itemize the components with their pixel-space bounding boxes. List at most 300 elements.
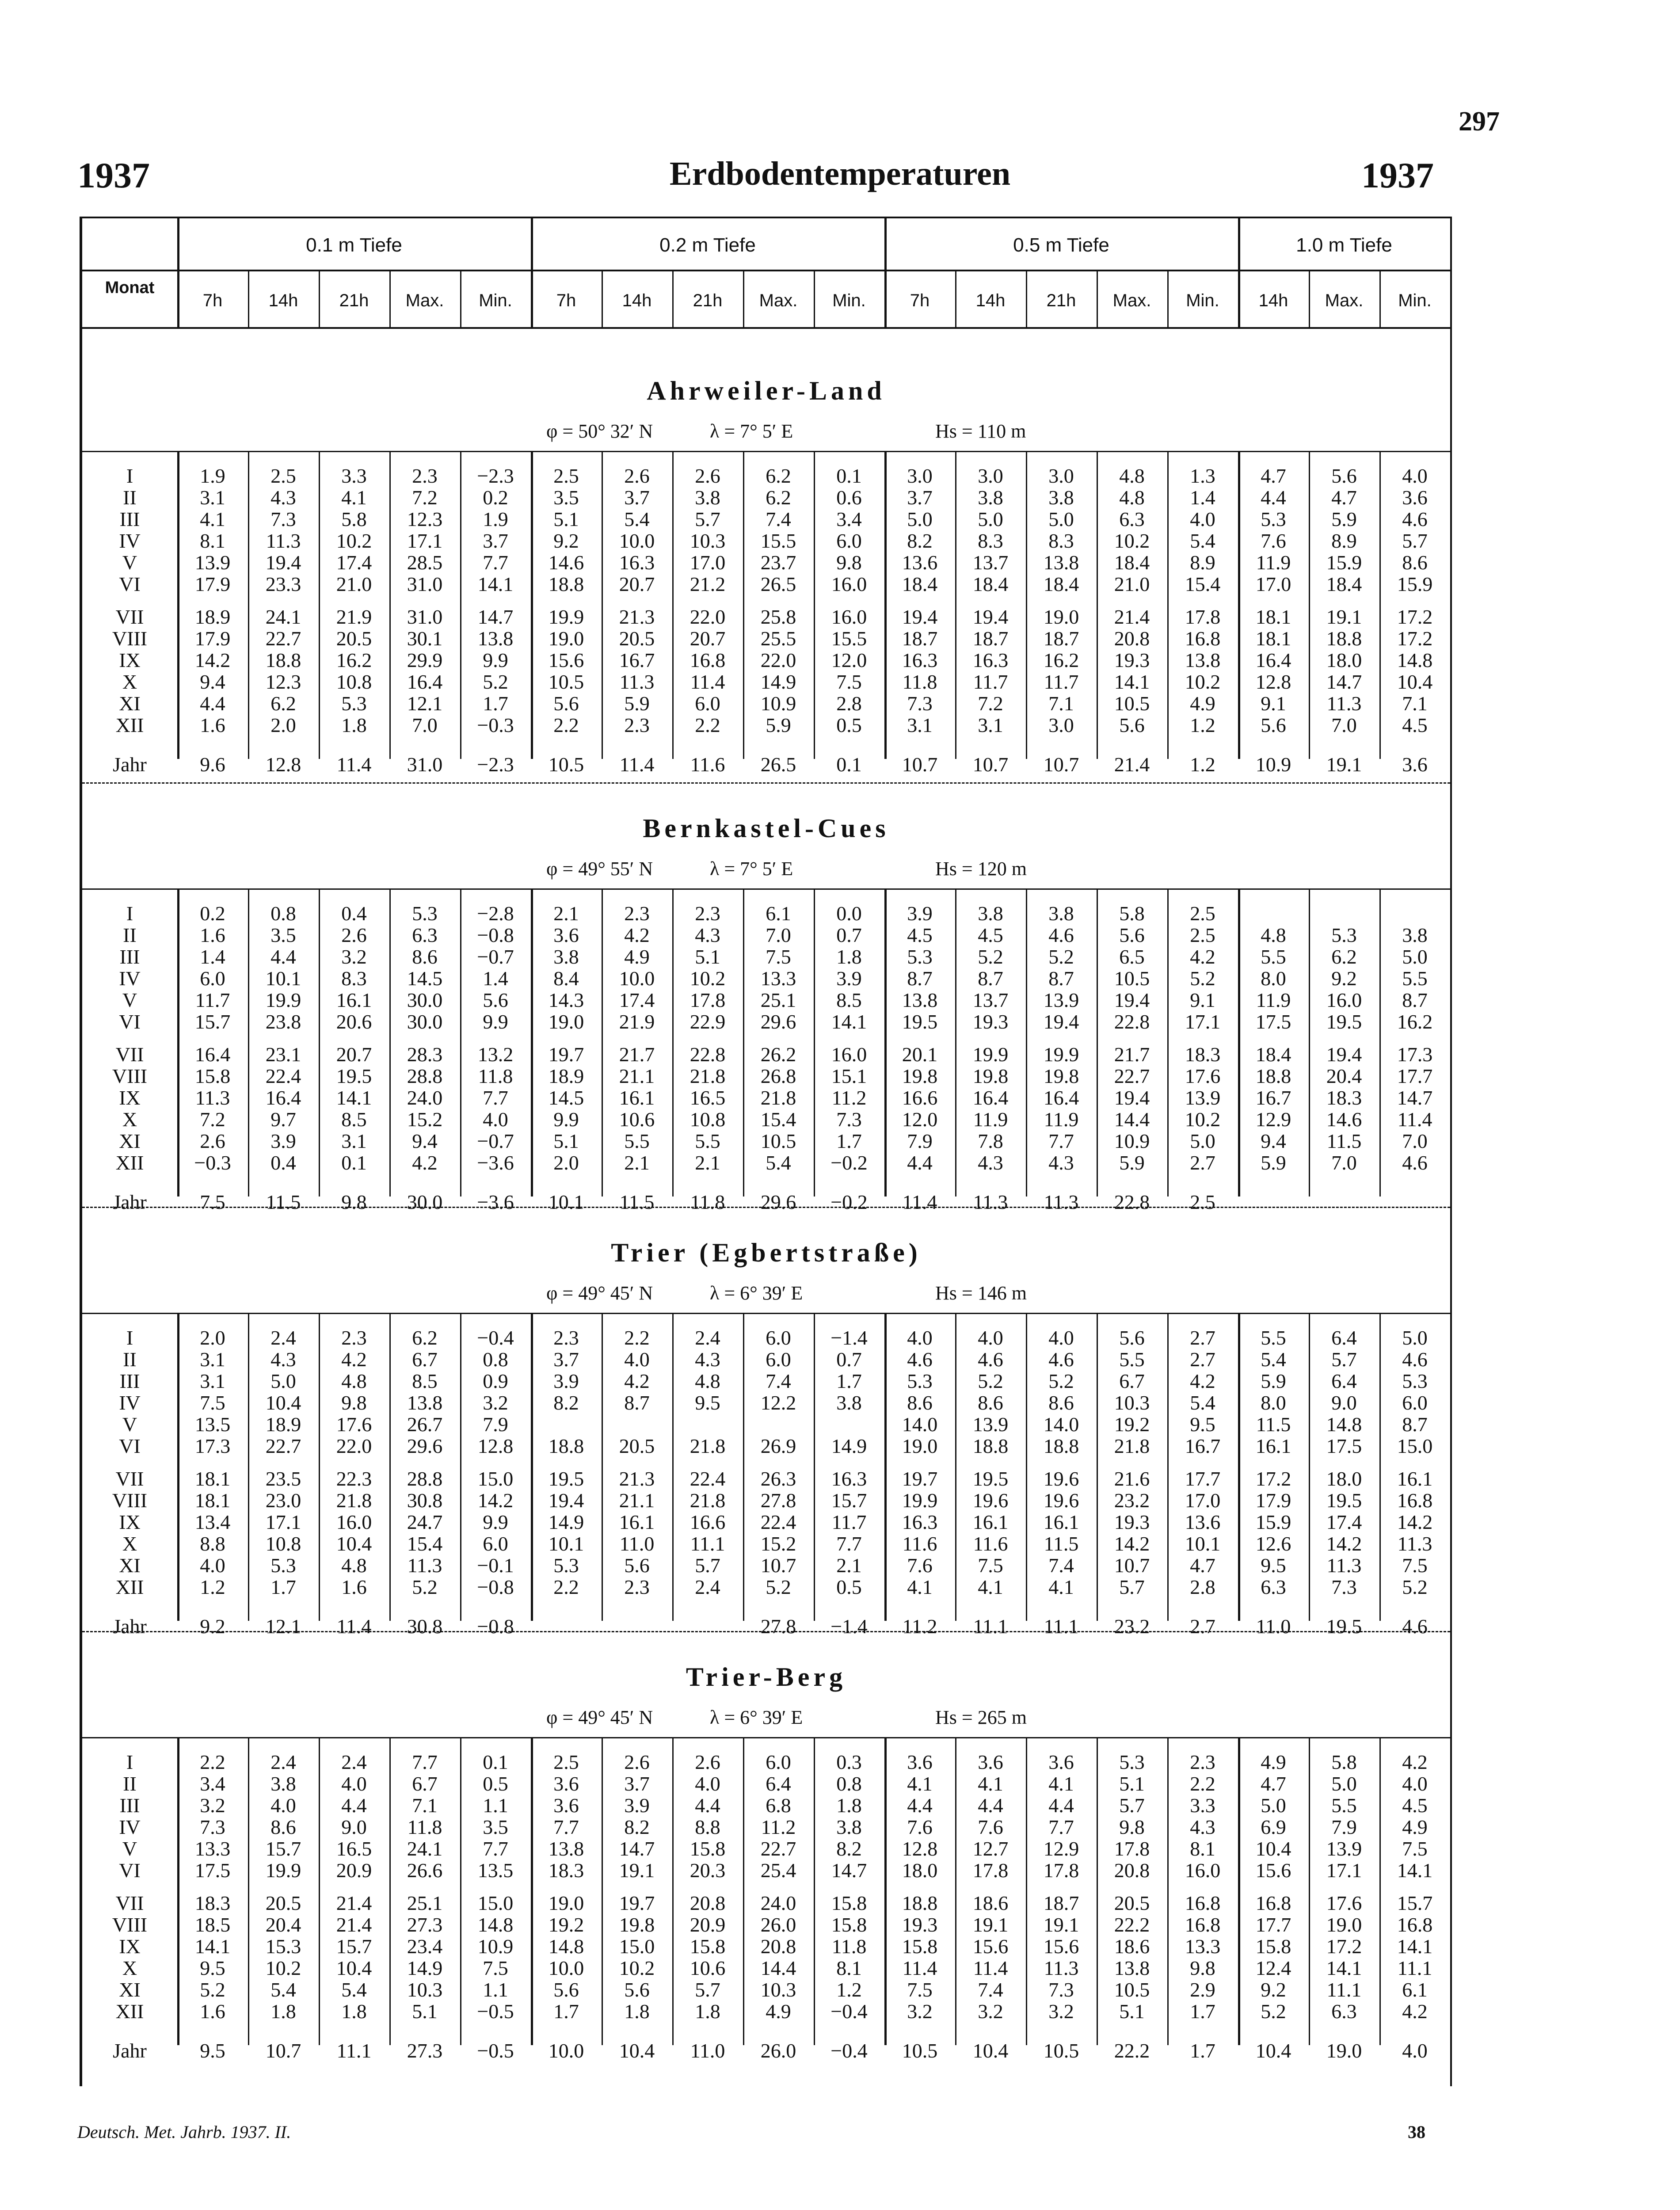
temperature-value: 3.5 [553,486,579,509]
temperature-value: 20.7 [619,573,655,595]
temperature-value: 7.4 [1048,1554,1074,1577]
temperature-value: 1.7 [1190,2000,1215,2023]
temperature-value: 14.9 [548,1511,584,1533]
temperature-value: 4.5 [1402,1794,1428,1817]
temperature-value: 18.1 [1255,627,1291,650]
temperature-value: 5.3 [1261,508,1286,530]
temperature-value: 5.0 [270,1370,296,1392]
temperature-value: 16.8 [1185,1892,1221,1914]
temperature-value: 3.0 [1048,714,1074,736]
temperature-value: 11.8 [407,1816,442,1838]
temperature-value: 5.4 [1190,530,1215,552]
temperature-value: −0.8 [477,924,514,946]
temperature-value: 5.2 [1048,1370,1074,1392]
temperature-value: 8.6 [412,945,438,968]
temperature-value: 16.3 [902,649,938,671]
temperature-value: 28.3 [407,1043,443,1066]
temperature-value: 4.0 [978,1326,1003,1349]
station-name: Trier (Egbertstraße) [611,1238,922,1267]
temperature-value: 4.3 [270,486,296,509]
temperature-value: 14.2 [1397,1511,1433,1533]
temperature-value: 10.4 [1397,671,1433,693]
temperature-value: 19.0 [902,1435,938,1457]
temperature-value: 30.0 [407,1010,443,1033]
temperature-value: 5.2 [978,945,1003,968]
month-label: V [122,1413,137,1436]
temperature-value: 5.5 [1331,1794,1357,1817]
temperature-value: 4.2 [412,1151,438,1174]
temperature-value: 18.0 [1326,649,1362,671]
temperature-value: 4.1 [1048,1772,1074,1795]
temperature-value: 17.9 [194,627,231,650]
temperature-value: 20.8 [1114,1859,1150,1882]
temperature-value: 19.5 [336,1065,372,1087]
temperature-value: 14.1 [1114,671,1150,693]
temperature-value: 10.0 [548,1957,584,1979]
temperature-value: 5.1 [412,2000,438,2023]
temperature-value: 6.2 [766,465,791,487]
temperature-value: 6.7 [412,1348,438,1371]
subcol-12: 21h [1046,291,1076,310]
temperature-value: 15.6 [1255,1859,1291,1882]
temperature-value: 18.1 [1255,606,1291,628]
temperature-value: 5.8 [1331,1751,1357,1773]
temperature-value: 0.5 [836,1576,862,1598]
month-label: IX [119,649,141,671]
temperature-value: 2.3 [695,902,720,925]
temperature-value: 18.8 [265,649,301,671]
temperature-value: 0.3 [836,1751,862,1773]
temperature-value: 11.3 [407,1554,442,1577]
temperature-value: 12.4 [1255,1957,1291,1979]
temperature-value: 6.2 [412,1326,438,1349]
temperature-value: 18.8 [1043,1435,1079,1457]
temperature-value: 15.8 [194,1065,231,1087]
temperature-value: 4.7 [1190,1554,1215,1577]
temperature-value: −0.8 [477,1576,514,1598]
station-grid [82,888,1450,890]
temperature-value: 8.8 [200,1532,225,1555]
temperature-value: 17.8 [1043,1859,1079,1882]
temperature-value: 8.3 [978,530,1003,552]
temperature-value: 16.0 [831,573,867,595]
temperature-value: 4.1 [341,486,367,509]
temperature-value: 14.0 [1043,1413,1079,1436]
temperature-value: 4.2 [1402,2000,1428,2023]
temperature-value: 18.3 [1326,1086,1362,1109]
year-value: 10.7 [265,2039,301,2062]
subcol-5: 7h [556,291,576,310]
temperature-value: 4.0 [270,1794,296,1817]
temperature-value: 5.2 [766,1576,791,1598]
year-value: 26.0 [760,2039,796,2062]
temperature-value: 21.6 [1114,1467,1150,1490]
temperature-value: 15.4 [1185,573,1221,595]
temperature-value: 6.0 [695,692,720,715]
temperature-value: 7.3 [1048,1978,1074,2001]
temperature-value: 5.5 [1261,1326,1286,1349]
temperature-value: 2.3 [553,1326,579,1349]
temperature-value: 7.3 [270,508,296,530]
temperature-value: 2.6 [200,1130,225,1152]
temperature-value: 4.0 [1402,465,1428,487]
temperature-value: 19.0 [1043,606,1079,628]
temperature-value: 7.2 [200,1108,225,1131]
temperature-value: 5.6 [624,1978,650,2001]
year-value: 11.4 [336,1615,372,1638]
header-rule-2 [82,327,1450,329]
temperature-value: 5.8 [341,508,367,530]
temperature-value: 5.2 [483,671,508,693]
temperature-value: 9.5 [1261,1554,1286,1577]
temperature-value: 10.5 [760,1130,796,1152]
temperature-value: 7.0 [1402,1130,1428,1152]
temperature-value: 14.3 [548,989,584,1011]
temperature-value: 1.4 [483,967,508,990]
temperature-value: 2.3 [1190,1751,1215,1773]
temperature-value: 8.5 [412,1370,438,1392]
temperature-value: 5.9 [1331,508,1357,530]
temperature-value: 9.8 [836,551,862,574]
temperature-value: 15.6 [972,1935,1009,1958]
temperature-value: 14.1 [194,1935,231,1958]
temperature-value: 15.7 [265,1837,301,1860]
temperature-value: 9.5 [1190,1413,1215,1436]
temperature-value: 7.5 [483,1957,508,1979]
temperature-value: 30.0 [407,989,443,1011]
temperature-value: 19.5 [902,1010,938,1033]
temperature-value: 9.0 [1331,1391,1357,1414]
temperature-value: 15.8 [690,1935,726,1958]
temperature-value: 18.4 [902,573,938,595]
month-label: IX [119,1086,141,1109]
temperature-value: 5.6 [1119,714,1145,736]
year-value: 10.0 [548,2039,584,2062]
subcol-8: Max. [759,291,798,310]
temperature-value: 2.5 [270,465,296,487]
temperature-value: 11.3 [619,671,655,693]
temperature-value: 7.9 [1331,1816,1357,1838]
temperature-value: 6.7 [1119,1370,1145,1392]
month-label: III [119,508,140,530]
year-value: 11.2 [902,1615,937,1638]
temperature-value: 16.7 [1255,1086,1291,1109]
temperature-value: 28.8 [407,1467,443,1490]
station-longitude: λ = 7° 5′ E [710,420,793,442]
temperature-value: 4.6 [978,1348,1003,1371]
temperature-value: 15.7 [336,1935,372,1958]
temperature-value: 4.1 [907,1772,933,1795]
temperature-value: −0.7 [477,1130,514,1152]
temperature-value: 26.0 [760,1913,796,1936]
temperature-value: 19.3 [972,1010,1009,1033]
year-value: 22.2 [1114,2039,1150,2062]
temperature-value: 7.3 [907,692,933,715]
temperature-value: 17.5 [194,1859,231,1882]
temperature-value: 10.2 [690,967,726,990]
month-label: XII [115,2000,144,2023]
subcol-14: Min. [1186,291,1219,310]
temperature-value: 19.3 [1114,1511,1150,1533]
temperature-value: 8.6 [1048,1391,1074,1414]
temperature-value: 1.9 [483,508,508,530]
temperature-value: 11.7 [831,1511,867,1533]
temperature-value: 17.7 [1255,1913,1291,1936]
temperature-value: 7.7 [836,1532,862,1555]
temperature-value: 1.6 [200,714,225,736]
temperature-value: 1.1 [483,1978,508,2001]
temperature-value: 4.1 [907,1576,933,1598]
temperature-value: 16.0 [1185,1859,1221,1882]
temperature-value: 4.4 [978,1794,1003,1817]
temperature-value: 12.0 [902,1108,938,1131]
temperature-value: 19.4 [972,606,1009,628]
temperature-value: 21.2 [690,573,726,595]
temperature-value: 15.7 [194,1010,231,1033]
temperature-value: 10.3 [690,530,726,552]
temperature-value: 5.1 [1119,1772,1145,1795]
temperature-value: 5.0 [1261,1794,1286,1817]
temperature-value: 5.4 [624,508,650,530]
year-value: 7.5 [200,1191,225,1213]
temperature-value: 3.1 [907,714,933,736]
temperature-value: 16.1 [1397,1467,1433,1490]
temperature-value: 0.1 [836,465,862,487]
station-latitude: φ = 49° 45′ N [546,1707,653,1728]
temperature-value: 1.7 [836,1130,862,1152]
temperature-value: 18.4 [972,573,1009,595]
temperature-value: 3.6 [553,1772,579,1795]
temperature-value: 2.2 [553,714,579,736]
temperature-value: 17.0 [690,551,726,574]
temperature-value: 21.9 [336,606,372,628]
temperature-value: 19.1 [619,1859,655,1882]
temperature-value: 14.5 [407,967,443,990]
temperature-value: 4.4 [907,1794,933,1817]
temperature-value: 2.6 [624,465,650,487]
temperature-value: 6.3 [1331,2000,1357,2023]
temperature-value: 30.1 [407,627,443,650]
temperature-value: 21.0 [1114,573,1150,595]
year-value: 2.5 [1190,1191,1215,1213]
subcol-9: Min. [832,291,866,310]
temperature-value: 5.6 [553,1978,579,2001]
temperature-value: 15.6 [1043,1935,1079,1958]
temperature-value: 3.8 [978,486,1003,509]
temperature-value: 5.2 [200,1978,225,2001]
temperature-value: 10.8 [690,1108,726,1131]
month-label: IV [119,1816,141,1838]
temperature-value: 14.2 [194,649,231,671]
temperature-value: 5.9 [1119,1151,1145,1174]
depth-group-1: 0.2 m Tiefe [659,234,756,256]
temperature-value: 0.0 [836,902,862,925]
subcol-0: 7h [202,291,223,310]
temperature-value: 19.7 [619,1892,655,1914]
temperature-value: 5.8 [1119,902,1145,925]
temperature-value: 3.8 [553,945,579,968]
station-latitude: φ = 49° 45′ N [546,1282,653,1304]
temperature-value: 19.6 [972,1489,1009,1512]
temperature-value: 15.5 [760,530,796,552]
year-value: −1.4 [830,1615,868,1638]
temperature-value: 11.4 [690,671,725,693]
temperature-value: 8.3 [341,967,367,990]
temperature-value: 2.4 [270,1326,296,1349]
year-value: 10.5 [902,2039,938,2062]
temperature-value: 14.4 [760,1957,796,1979]
temperature-value: 18.3 [548,1859,584,1882]
station-longitude: λ = 6° 39′ E [710,1282,803,1304]
temperature-value: 0.1 [483,1751,508,1773]
temperature-value: 0.7 [836,1348,862,1371]
year-value: 4.0 [1402,2039,1428,2062]
temperature-value: 28.8 [407,1065,443,1087]
temperature-value: 25.5 [760,627,796,650]
temperature-value: 19.8 [972,1065,1009,1087]
temperature-value: 4.3 [1190,1816,1215,1838]
year-value: 9.5 [200,2039,225,2062]
temperature-value: 3.7 [624,486,650,509]
temperature-value: 26.2 [760,1043,796,1066]
temperature-value: 5.9 [1261,1151,1286,1174]
month-label: XI [119,1130,141,1152]
temperature-value: 21.0 [336,573,372,595]
temperature-value: 11.7 [195,989,230,1011]
temperature-value: 11.8 [902,671,937,693]
temperature-value: 17.4 [1326,1511,1362,1533]
temperature-value: 5.6 [1261,714,1286,736]
temperature-value: 16.0 [831,1043,867,1066]
temperature-value: 5.1 [553,1130,579,1152]
temperature-value: 23.1 [265,1043,301,1066]
station-block-0 [82,349,1450,774]
temperature-value: 4.6 [907,1348,933,1371]
temperature-value: 4.6 [1048,924,1074,946]
month-label: IV [119,1391,141,1414]
temperature-value: 16.1 [1255,1435,1291,1457]
temperature-value: 16.8 [1185,627,1221,650]
temperature-value: 9.2 [553,530,579,552]
temperature-value: 18.8 [548,573,584,595]
year-value: 10.9 [1255,753,1291,776]
temperature-value: 6.5 [1119,945,1145,968]
temperature-value: 2.1 [836,1554,862,1577]
temperature-value: 10.4 [265,1391,301,1414]
temperature-value: 14.8 [477,1913,514,1936]
temperature-value: 17.0 [1185,1489,1221,1512]
temperature-value: 3.9 [624,1794,650,1817]
temperature-value: 17.6 [1185,1065,1221,1087]
temperature-value: 16.3 [831,1467,867,1490]
temperature-value: 4.5 [907,924,933,946]
temperature-value: 4.8 [695,1370,720,1392]
temperature-value: 2.2 [624,1326,650,1349]
temperature-value: 15.4 [407,1532,443,1555]
temperature-value: 5.6 [624,1554,650,1577]
temperature-value: 8.0 [1261,967,1286,990]
temperature-value: 22.0 [336,1435,372,1457]
temperature-value: 8.6 [907,1391,933,1414]
subcol-6: 14h [622,291,652,310]
temperature-value: 3.8 [1048,486,1074,509]
temperature-value: 18.8 [972,1435,1009,1457]
month-label: III [119,945,140,968]
temperature-value: 31.0 [407,573,443,595]
temperature-value: 3.3 [1190,1794,1215,1817]
temperature-value: 11.9 [1256,989,1291,1011]
temperature-value: 15.9 [1397,573,1433,595]
temperature-value: 4.1 [978,1772,1003,1795]
temperature-value: 3.9 [836,967,862,990]
temperature-value: 18.6 [1114,1935,1150,1958]
temperature-value: 6.0 [483,1532,508,1555]
temperature-value: 3.5 [483,1816,508,1838]
temperature-value: 15.0 [619,1935,655,1958]
temperature-value: 13.8 [1043,551,1079,574]
temperature-value: 9.7 [270,1108,296,1131]
temperature-value: 2.6 [624,1751,650,1773]
temperature-value: 7.6 [907,1816,933,1838]
year-value: 10.7 [972,753,1009,776]
temperature-value: 20.8 [1114,627,1150,650]
temperature-value: 10.5 [1114,1978,1150,2001]
temperature-value: 10.2 [1185,1108,1221,1131]
temperature-value: 5.4 [766,1151,791,1174]
temperature-value: 0.7 [836,924,862,946]
subcol-11: 14h [975,291,1006,310]
temperature-value: 8.6 [978,1391,1003,1414]
year-value: −0.8 [477,1615,514,1638]
temperature-value: 1.6 [200,2000,225,2023]
temperature-value: 11.8 [831,1935,867,1958]
temperature-value: 1.4 [200,945,225,968]
temperature-value: 11.6 [973,1532,1008,1555]
temperature-value: 4.0 [695,1772,720,1795]
temperature-value: 6.1 [1402,1978,1428,2001]
temperature-value: 18.8 [1326,627,1362,650]
temperature-value: 7.1 [1402,692,1428,715]
temperature-value: 2.3 [624,902,650,925]
temperature-value: 17.4 [619,989,655,1011]
temperature-value: 3.0 [978,465,1003,487]
temperature-value: 12.7 [972,1837,1009,1860]
temperature-value: 5.7 [1402,530,1428,552]
temperature-value: 22.3 [336,1467,372,1490]
temperature-value: 8.5 [836,989,862,1011]
temperature-value: 14.9 [407,1957,443,1979]
temperature-value: 4.4 [907,1151,933,1174]
temperature-value: 19.1 [1326,606,1362,628]
subcol-15: 14h [1258,291,1288,310]
page-number: 297 [1459,107,1500,137]
temperature-value: −3.6 [477,1151,514,1174]
temperature-value: 4.4 [1261,486,1286,509]
temperature-value: 29.9 [407,649,443,671]
depth-group-2: 0.5 m Tiefe [1013,234,1109,256]
temperature-value: 16.5 [336,1837,372,1860]
temperature-value: 13.5 [477,1859,514,1882]
temperature-value: 12.1 [407,692,443,715]
temperature-value: 2.3 [412,465,438,487]
month-label: XII [115,1151,144,1174]
month-label: VI [119,573,141,595]
station-block-3 [82,1635,1450,2060]
year-value: 12.8 [265,753,301,776]
temperature-value: 7.5 [836,671,862,693]
temperature-value: 7.7 [483,1837,508,1860]
year-value: 11.5 [619,1191,655,1213]
